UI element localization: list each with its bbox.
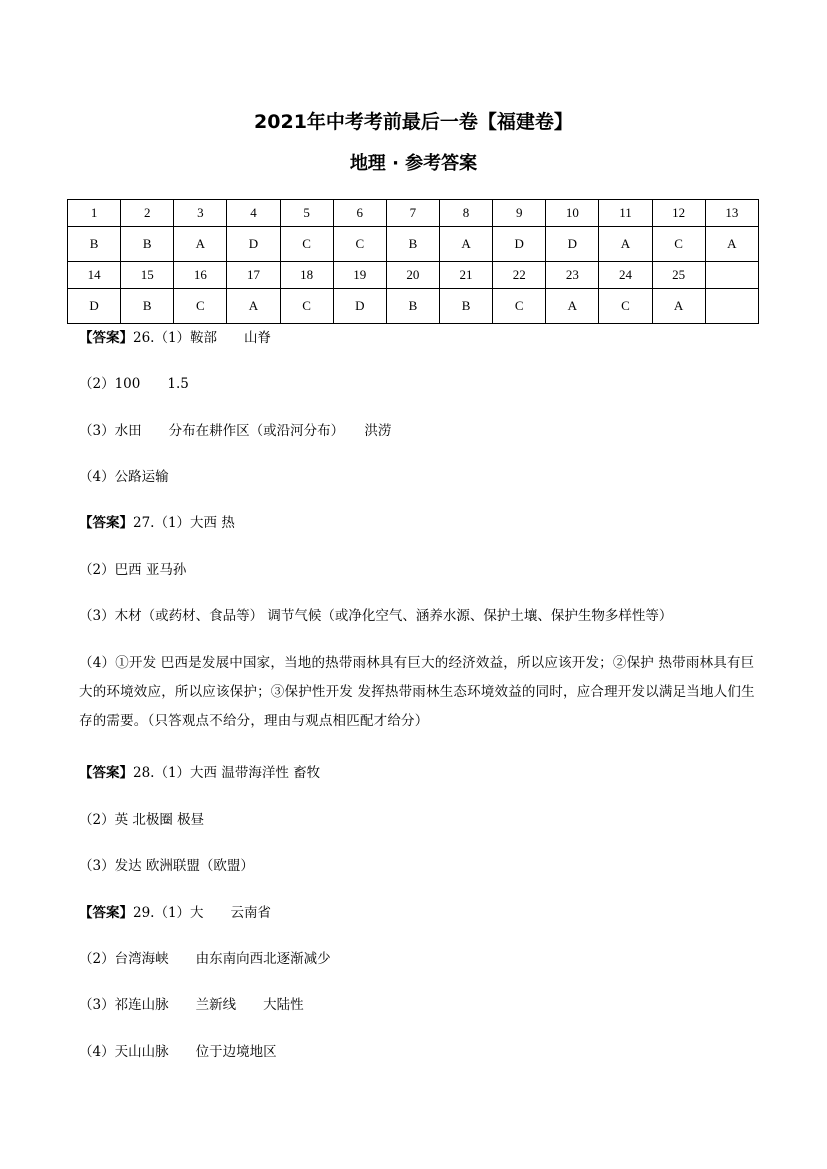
answer-letter-cell: B <box>121 227 174 262</box>
question-number-cell: 15 <box>121 262 174 289</box>
answer-letter-cell: A <box>599 227 652 262</box>
answer-letter-cell: A <box>652 289 705 324</box>
answer-letter-cell: A <box>174 227 227 262</box>
question-number-cell: 2 <box>121 200 174 227</box>
answer-letter-row <box>68 227 759 262</box>
answer-29-part4: （4）天山山脉 位于边境地区 <box>79 1044 277 1060</box>
question-number-cell: 16 <box>174 262 227 289</box>
question-number-cell: 24 <box>599 262 652 289</box>
question-number-cell: 4 <box>227 200 280 227</box>
answer-27-part3: （3）木材（或药材、食品等） 调节气候（或净化空气、涵养水源、保护土壤、保护生物多样性等） <box>79 608 673 624</box>
question-number-cell <box>705 262 758 289</box>
question-number-cell: 11 <box>599 200 652 227</box>
answer-28-part2: （2）英 北极圈 极昼 <box>79 812 205 828</box>
answer-letter-cell: D <box>546 227 599 262</box>
answer-letter-cell: B <box>386 227 439 262</box>
question-number-cell: 20 <box>386 262 439 289</box>
answer-28-head <box>79 759 320 787</box>
answer-letter-cell: B <box>121 289 174 324</box>
question-number-cell: 6 <box>333 200 386 227</box>
answer-letter-cell: D <box>227 227 280 262</box>
answer-letter-cell: A <box>227 289 280 324</box>
answer-label: 【答案】 <box>79 905 133 921</box>
question-number-cell: 14 <box>68 262 121 289</box>
page-title: 2021年中考考前最后一卷【福建卷】 <box>254 111 573 133</box>
answer-label: 【答案】 <box>79 765 133 781</box>
answer-letter-cell: B <box>439 289 492 324</box>
question-number-cell: 13 <box>705 200 758 227</box>
answer-26-part4: （4）公路运输 <box>79 469 169 485</box>
question-number-row <box>68 200 759 227</box>
answer-29-part3: （3）祁连山脉 兰新线 大陆性 <box>79 997 304 1013</box>
answer-key-table <box>67 199 759 324</box>
answer-label: 【答案】 <box>79 515 133 531</box>
answer-letter-cell: B <box>68 227 121 262</box>
answer-letter-cell: C <box>652 227 705 262</box>
question-number-cell: 3 <box>174 200 227 227</box>
answer-letter-cell: A <box>546 289 599 324</box>
question-number-cell: 25 <box>652 262 705 289</box>
answer-letter-cell <box>705 289 758 324</box>
answer-letter-cell: D <box>68 289 121 324</box>
question-number-cell: 5 <box>280 200 333 227</box>
answer-letter-cell: D <box>493 227 546 262</box>
answer-letter-cell: B <box>386 289 439 324</box>
page-subtitle: 地理 · 参考答案 <box>349 153 478 174</box>
answer-letter-cell: C <box>280 227 333 262</box>
answer-letter-cell: D <box>333 289 386 324</box>
answer-28-part1: 28.（1）大西 温带海洋性 畜牧 <box>133 765 321 781</box>
answer-26-part2: （2）100 1.5 <box>79 376 189 392</box>
answer-letter-row <box>68 289 759 324</box>
question-number-cell: 23 <box>546 262 599 289</box>
answer-letter-cell: A <box>705 227 758 262</box>
answer-27-part1: 27.（1）大西 热 <box>133 515 235 531</box>
answer-29-part2: （2）台湾海峡 由东南向西北逐渐减少 <box>79 951 331 967</box>
answer-27-part2: （2）巴西 亚马孙 <box>79 562 187 578</box>
answer-letter-cell: C <box>280 289 333 324</box>
question-number-cell: 18 <box>280 262 333 289</box>
answer-29-head <box>79 899 271 927</box>
answer-label: 【答案】 <box>79 330 133 346</box>
question-number-cell: 8 <box>439 200 492 227</box>
answer-27-part4: （4）①开发 巴西是发展中国家，当地的热带雨林具有巨大的经济效益，所以应该开发；②保护 热带雨林具有巨大的环境效应，所以应该保护；③保护性开发 发挥热带雨林生态环境效益的同时，应合理开发以满足当地人们生存的需要。（只答观点不给分，理由与观点相匹配才给分） <box>79 655 755 729</box>
answer-29-part1: 29.（1）大 云南省 <box>133 905 272 921</box>
answer-26-head <box>79 324 271 352</box>
question-number-row <box>68 262 759 289</box>
question-number-cell: 19 <box>333 262 386 289</box>
answer-letter-cell: C <box>333 227 386 262</box>
question-number-cell: 10 <box>546 200 599 227</box>
answer-27-head <box>79 509 235 537</box>
question-number-cell: 7 <box>386 200 439 227</box>
question-number-cell: 22 <box>493 262 546 289</box>
question-number-cell: 1 <box>68 200 121 227</box>
answer-26-part1: 26.（1）鞍部 山脊 <box>133 330 272 346</box>
answer-28-part3: （3）发达 欧洲联盟（欧盟） <box>79 858 254 874</box>
question-number-cell: 21 <box>439 262 492 289</box>
answer-letter-cell: C <box>493 289 546 324</box>
question-number-cell: 9 <box>493 200 546 227</box>
answer-letter-cell: C <box>599 289 652 324</box>
answer-26-part3: （3）水田 分布在耕作区（或沿河分布） 洪涝 <box>79 423 392 439</box>
answer-letter-cell: A <box>439 227 492 262</box>
answer-letter-cell: C <box>174 289 227 324</box>
question-number-cell: 12 <box>652 200 705 227</box>
question-number-cell: 17 <box>227 262 280 289</box>
